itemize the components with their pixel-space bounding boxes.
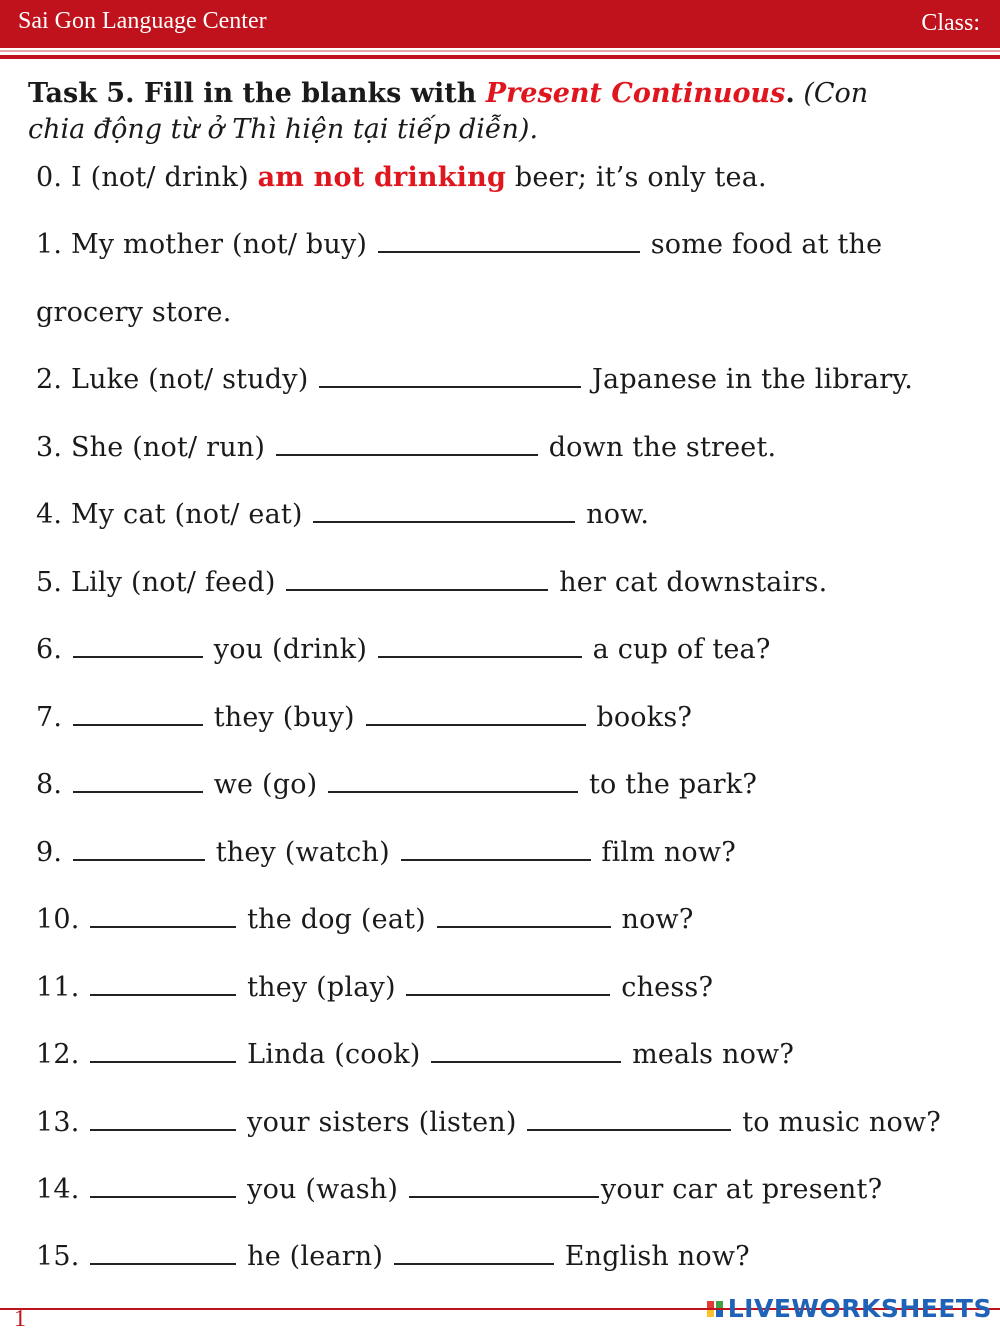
- exercise-text: we (go): [204, 769, 327, 800]
- exercise-text: 13.: [36, 1107, 89, 1138]
- example-line: [36, 162, 767, 193]
- answer-blank[interactable]: [90, 1107, 236, 1131]
- answer-blank[interactable]: [286, 567, 548, 591]
- exercise-text: 9.: [36, 837, 71, 868]
- exercise-5: [36, 567, 827, 598]
- exercise-text: meals now?: [623, 1039, 795, 1070]
- answer-blank[interactable]: [73, 837, 205, 861]
- exercise-8: [36, 769, 757, 800]
- header-divider: [0, 55, 1000, 59]
- exercise-text: 12.: [36, 1039, 89, 1070]
- exercise-1: [36, 229, 882, 260]
- exercise-text: 10.: [36, 904, 89, 935]
- answer-blank[interactable]: [406, 972, 610, 996]
- exercise-12: [36, 1039, 794, 1070]
- exercise-text: 15.: [36, 1241, 89, 1272]
- example-answer: am not drinking: [257, 162, 507, 193]
- exercise-text: your sisters (listen): [238, 1107, 526, 1138]
- answer-blank[interactable]: [90, 1174, 236, 1198]
- exercise-text: English now?: [555, 1241, 750, 1272]
- header-bar: [0, 0, 1000, 48]
- task-note-1: (Con: [794, 78, 869, 109]
- exercise-text: some food at the: [641, 229, 883, 260]
- logo-icon: [707, 1301, 723, 1317]
- exercise-text: Linda (cook): [238, 1039, 430, 1070]
- answer-blank[interactable]: [73, 702, 203, 726]
- page-number: 1: [14, 1306, 26, 1332]
- answer-blank[interactable]: [366, 702, 586, 726]
- exercise-text: 5. Lily (not/ feed): [36, 567, 285, 598]
- exercise-text: a cup of tea?: [583, 634, 771, 665]
- exercise-10: [36, 904, 694, 935]
- task-tense: Present Continuous: [485, 78, 786, 109]
- center-name: Sai Gon Language Center: [18, 8, 267, 34]
- example-prompt: 0. I (not/ drink): [36, 162, 258, 193]
- answer-blank[interactable]: [378, 229, 640, 253]
- exercise-text: Japanese in the library.: [583, 364, 914, 395]
- answer-blank[interactable]: [90, 1039, 236, 1063]
- exercise-14: [36, 1174, 882, 1205]
- exercise-text: 11.: [36, 972, 89, 1003]
- exercise-9: [36, 837, 736, 868]
- exercise-text: down the street.: [539, 432, 777, 463]
- exercise-text: the dog (eat): [238, 904, 435, 935]
- answer-blank[interactable]: [319, 364, 581, 388]
- exercise-3: [36, 432, 776, 463]
- exercise-text: 4. My cat (not/ eat): [36, 499, 312, 530]
- liveworksheets-logo[interactable]: [707, 1294, 992, 1323]
- exercise-4: [36, 499, 649, 530]
- answer-blank[interactable]: [378, 634, 582, 658]
- exercise-15: [36, 1241, 750, 1272]
- exercise-text: film now?: [592, 837, 736, 868]
- answer-blank[interactable]: [73, 769, 203, 793]
- exercise-text: now.: [577, 499, 650, 530]
- exercise-text: 1. My mother (not/ buy): [36, 229, 376, 260]
- answer-blank[interactable]: [409, 1174, 599, 1198]
- exercise-text: chess?: [612, 972, 714, 1003]
- answer-blank[interactable]: [90, 1241, 236, 1265]
- exercise-text: they (buy): [204, 702, 364, 733]
- header-divider-thin: [0, 50, 1000, 52]
- exercise-1-continued: grocery store.: [36, 297, 232, 328]
- exercise-text: 14.: [36, 1174, 89, 1205]
- class-label: Class:: [921, 10, 980, 36]
- answer-blank[interactable]: [431, 1039, 621, 1063]
- answer-blank[interactable]: [90, 972, 236, 996]
- exercise-text: 3. She (not/ run): [36, 432, 274, 463]
- answer-blank[interactable]: [276, 432, 538, 456]
- logo-text: LIVEWORKSHEETS: [727, 1294, 992, 1323]
- answer-blank[interactable]: [73, 634, 203, 658]
- exercise-text: 6.: [36, 634, 71, 665]
- exercise-text: 2. Luke (not/ study): [36, 364, 318, 395]
- task-note-2: chia động từ ở Thì hiện tại tiếp diễn).: [28, 114, 539, 145]
- example-rest: beer; it’s only tea.: [506, 162, 767, 193]
- answer-blank[interactable]: [328, 769, 578, 793]
- exercise-text: books?: [587, 702, 693, 733]
- exercise-13: [36, 1107, 941, 1138]
- answer-blank[interactable]: [401, 837, 591, 861]
- exercise-text: he (learn): [238, 1241, 392, 1272]
- answer-blank[interactable]: [90, 904, 236, 928]
- exercise-2: [36, 364, 913, 395]
- answer-blank[interactable]: [313, 499, 575, 523]
- answer-blank[interactable]: [437, 904, 611, 928]
- exercise-text: to music now?: [733, 1107, 941, 1138]
- exercise-text: they (play): [238, 972, 405, 1003]
- exercise-text: you (drink): [204, 634, 376, 665]
- exercise-text: to the park?: [580, 769, 757, 800]
- answer-blank[interactable]: [527, 1107, 731, 1131]
- exercise-text: her cat downstairs.: [550, 567, 828, 598]
- task-instructions: [28, 76, 978, 148]
- exercise-7: [36, 702, 692, 733]
- exercise-11: [36, 972, 713, 1003]
- exercise-text: 7.: [36, 702, 71, 733]
- exercise-text: your car at present?: [600, 1174, 883, 1205]
- exercise-text: now?: [612, 904, 694, 935]
- exercise-text: you (wash): [238, 1174, 407, 1205]
- answer-blank[interactable]: [394, 1241, 554, 1265]
- exercise-text: 8.: [36, 769, 71, 800]
- task-prefix: Task 5. Fill in the blanks with: [28, 78, 486, 109]
- exercise-text: they (watch): [206, 837, 399, 868]
- task-period: .: [785, 78, 795, 109]
- exercise-6: [36, 634, 771, 665]
